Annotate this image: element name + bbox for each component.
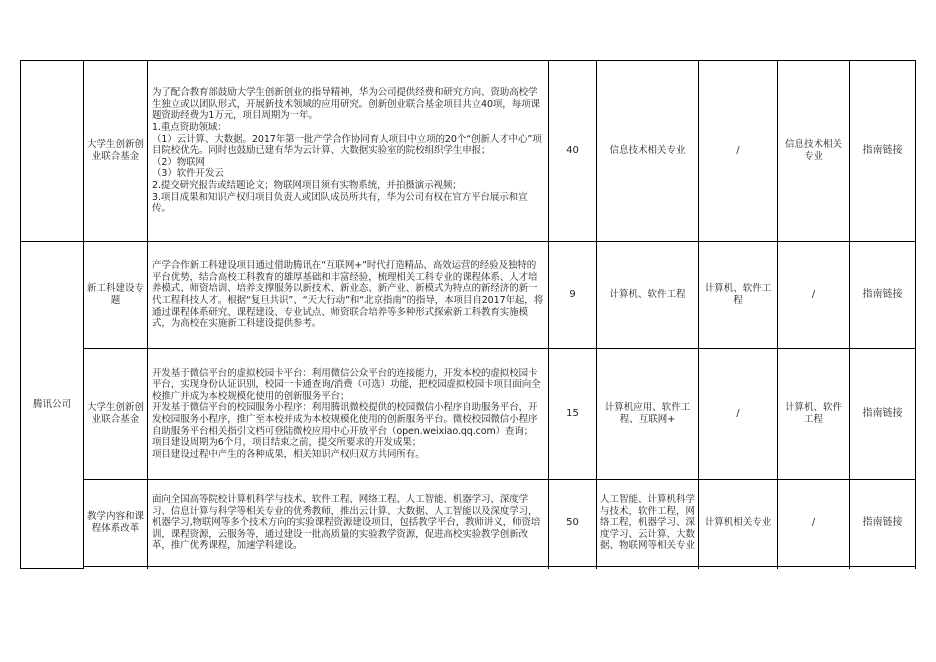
- empty-cell: [850, 567, 916, 569]
- project-description: [148, 242, 549, 349]
- empty-cell: [699, 567, 778, 569]
- desc-line: 面向全国高等院校计算机科学与技术、软件工程、网络工程、人工智能、机器学习、深度学习、信息计算与科学等相关专业的优秀教师，推出云计算、大数据、人工智能以及深度学习，机器学习,物联网等多个技术方向的实验课程资源建设项目，包括教学平台，教师讲义，师资培训，课程资源，云服务等，通过建设一批高质量的实验教学资源，促进高校实验教学创新改革，推广优秀课程，加速学科建设。: [152, 494, 541, 552]
- project-table: [20, 60, 916, 569]
- empty-cell: [597, 567, 699, 569]
- major-col6: /: [699, 61, 778, 242]
- desc-line: 开发基于微信平台的虚拟校园卡平台：利用微信公众平台的连接能力，开发本校的虚拟校园卡平台，实现身份认证识别，校园一卡通查询/消费（可选）功能，把校园虚拟校园卡项目面向全校推广并成为本校规模化使用的创新服务平台；: [152, 367, 541, 402]
- desc-line: （2）物联网: [152, 156, 205, 168]
- table-row: [21, 349, 916, 480]
- major-col6: 计算机、软件工程: [699, 242, 778, 349]
- desc-line: 2.提交研究报告或结题论文；物联网项目须有实物系统，并拍摄演示视频；: [152, 179, 462, 191]
- empty-cell: [549, 567, 597, 569]
- desc-line: （1）云计算、大数据。2017年第一批产学合作协同育人项目中立项的20个“创新人才中心”项目院校优先。同时也鼓励已建有华为云计算、大数据实验室的院校组织学生申报；: [152, 133, 542, 157]
- major-requirement: 计算机、软件工程: [597, 242, 699, 349]
- guide-link[interactable]: 指南链接: [850, 61, 916, 242]
- major-col7: 信息技术相关专业: [778, 61, 850, 242]
- desc-line: 产学合作新工科建设项目通过借助腾讯在“互联网+”时代打造精品、高效运营的经验及独特的平台优势，结合高校工科教育的雄厚基础和丰富经验，梳理相关工科专业的课程体系、人才培养模式、师资培训、培养支撑服务以新技术、新业态、新产业、新模式为特点的新经济的新一代工程科技人才。根据“复旦共识”、“天大行动”和“北京指南”的指导，本项目自2017年起，将通过课程体系研究、课程建设、专业试点、师资联合培养等多种形式探索新工科教育实施模式，为高校在实施新工科建设提供参考。: [152, 260, 544, 330]
- project-count: 9: [549, 242, 597, 349]
- project-name: 教学内容和课程体系改革: [84, 480, 148, 567]
- guide-link[interactable]: 指南链接: [850, 242, 916, 349]
- major-col7: /: [778, 480, 850, 567]
- project-name: 大学生创新创业联合基金: [84, 349, 148, 480]
- project-count: 50: [549, 480, 597, 567]
- company-cell-empty: [21, 61, 84, 242]
- guide-link[interactable]: 指南链接: [850, 480, 916, 567]
- desc-line: 1.重点资助领域：: [152, 122, 227, 134]
- desc-line: 项目建设周期为6个月，项目结束之前，提交所要求的开发成果；: [152, 437, 422, 449]
- empty-cell: [148, 567, 549, 569]
- guide-link[interactable]: 指南链接: [850, 349, 916, 480]
- empty-cell: [84, 567, 148, 569]
- major-requirement: 人工智能、计算机科学与技术，软件工程，网络工程，机器学习、深度学习、云计算、大数据、物联网等相关专业: [597, 480, 699, 567]
- desc-line: 开发基于微信平台的校园服务小程序：利用腾讯微校提供的校园微信小程序自助服务平台，开发校园服务小程序，推广至本校并成为本校规模化使用的创新服务平台。微校校园微信小程序自助服务平台相关指引文档可登陆微校应用中心开放平台（open.weixiao.qq.com）查询；: [152, 402, 538, 437]
- project-description: [148, 349, 549, 480]
- table-row: [21, 480, 916, 567]
- project-name: 新工科建设专题: [84, 242, 148, 349]
- desc-line: 项目建设过程中产生的各种成果，相关知识产权归双方共同所有。: [152, 448, 425, 460]
- project-name: 大学生创新创业联合基金: [84, 61, 148, 242]
- project-count: 40: [549, 61, 597, 242]
- table-row: [21, 61, 916, 242]
- major-col6: 计算机相关专业: [699, 480, 778, 567]
- project-description: [148, 61, 549, 242]
- table-row: [21, 242, 916, 349]
- company-name: 腾讯公司: [21, 242, 84, 569]
- major-col7: 计算机、软件工程: [778, 349, 850, 480]
- desc-line: 3.项目成果和知识产权归项目负责人或团队成员所共有，华为公司有权在官方平台展示和宣传。: [152, 191, 528, 215]
- major-requirement: 信息技术相关专业: [597, 61, 699, 242]
- major-col6: /: [699, 349, 778, 480]
- desc-line: （3）软件开发云: [152, 168, 224, 180]
- empty-cell: [778, 567, 850, 569]
- major-requirement: 计算机应用、软件工程、互联网+: [597, 349, 699, 480]
- project-description: [148, 480, 549, 567]
- major-col7: /: [778, 242, 850, 349]
- project-count: 15: [549, 349, 597, 480]
- desc-line: 为了配合教育部鼓励大学生创新创业的指导精神，华为公司提供经费和研究方向、资助高校学生独立或以团队形式，开展新技术领域的应用研究。创新创业联合基金项目共立40项，每项课题资助经费为1万元，项目周期为一年。: [152, 87, 540, 122]
- table-row-partial: [21, 567, 916, 569]
